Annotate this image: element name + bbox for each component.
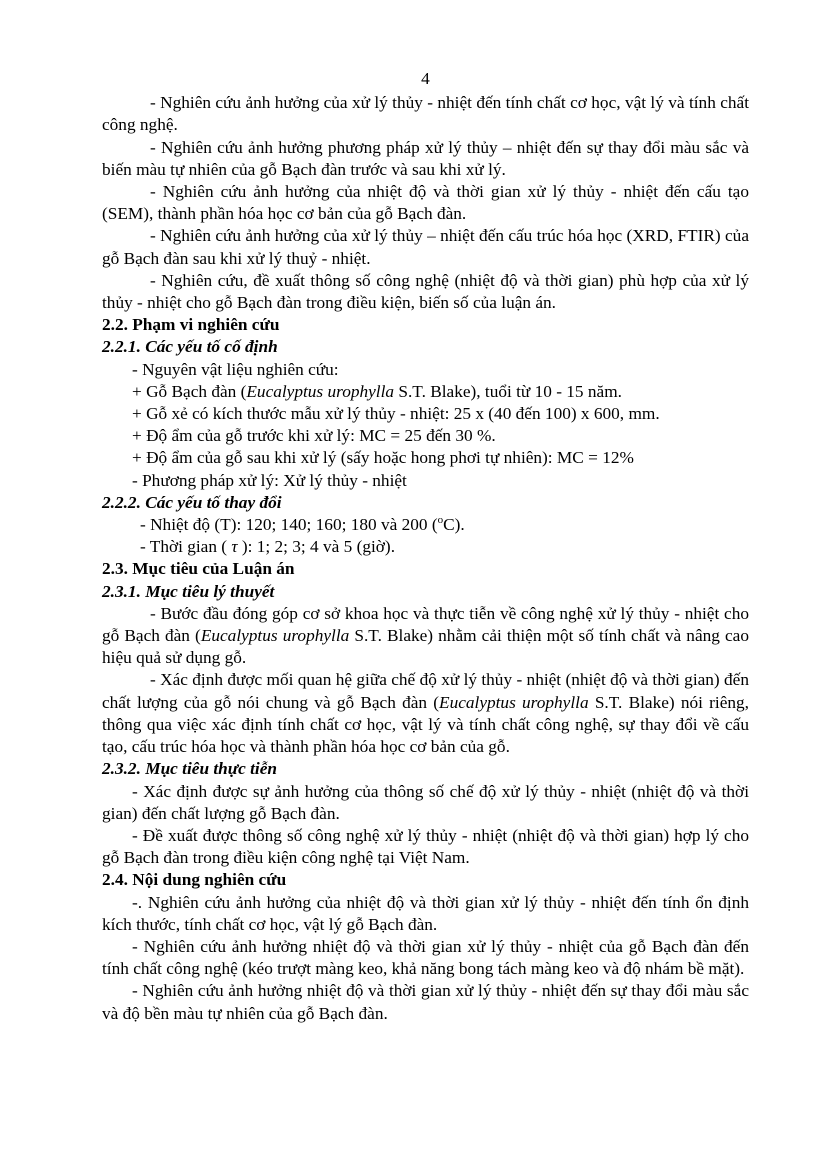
text-run: - Thời gian ( [140, 537, 232, 557]
paragraph [102, 603, 749, 670]
document-page [102, 68, 749, 1025]
text-run: S.T. Blake) nói riêng, thông qua việc xác định tính chất cơ học, vật lý và tính chất công nghệ, sự thay đổi về cấu tạo, cấu trúc hóa học và thành phần hóa học cơ bản của gỗ. [102, 692, 749, 757]
text-run: S.T. Blake) nhằm cải thiện một số tính chất và nâng cao hiệu quả sử dụng gỗ. [102, 626, 749, 668]
paragraph [102, 137, 749, 181]
paragraph [102, 936, 749, 980]
text-run: - Nghiên cứu ảnh hưởng phương pháp xử lý thủy – nhiệt đến sự thay đổi màu sắc và biến màu tự nhiên của gỗ Bạch đàn trước và sau khi xử lý. [102, 137, 749, 179]
text-run: + Gỗ Bạch đàn ( [132, 381, 247, 401]
subsection-heading [102, 758, 749, 780]
paragraph [102, 514, 749, 536]
paragraph [102, 270, 749, 314]
text-run: 2.3.2. Mục tiêu thực tiễn [102, 759, 278, 779]
text-run: - Xác định được mối quan hệ giữa chế độ xử lý thủy - nhiệt (nhiệt độ và thời gian) đến chất lượng của gỗ nói chung và gỗ Bạch đàn ( [102, 670, 749, 712]
text-run: 2.2.1. Các yếu tố cố định [102, 337, 278, 357]
subsection-heading [102, 581, 749, 603]
paragraph [102, 470, 749, 492]
text-run: - Nghiên cứu, đề xuất thông số công nghệ (nhiệt độ và thời gian) phù hợp của xử lý thủy - nhiệt cho gỗ Bạch đàn trong điều kiện, biến số của luận án. [102, 270, 749, 313]
text-run: + Độ ẩm của gỗ trước khi xử lý: MC = 25 đến 30 %. [132, 426, 496, 446]
page-number: 4 [421, 69, 430, 88]
paragraph [102, 403, 749, 425]
section-heading [102, 558, 749, 580]
section-heading [102, 869, 749, 891]
text-run: + Độ ẩm của gỗ sau khi xử lý (sấy hoặc hong phơi tự nhiên): MC = 12% [132, 448, 634, 468]
text-run: 2.3.1. Mục tiêu lý thuyết [102, 581, 275, 601]
text-run: ): 1; 2; 3; 4 và 5 (giờ). [237, 537, 396, 557]
paragraph [102, 181, 749, 225]
text-run: - Nghiên cứu ảnh hưởng của nhiệt độ và thời gian xử lý thủy - nhiệt đến cấu tạo (SEM), thành phần hóa học cơ bản của gỗ Bạch đàn. [102, 182, 749, 224]
text-run: S.T. Blake), tuổi từ 10 - 15 năm. [394, 381, 622, 401]
paragraph [102, 92, 749, 136]
text-run: - Bước đầu đóng góp cơ sở khoa học và thực tiễn về công nghệ xử lý thủy - nhiệt cho gỗ Bạch đàn ( [102, 603, 749, 646]
text-run: + Gỗ xẻ có kích thước mẫu xử lý thủy - nhiệt: 25 x (40 đến 100) x 600, mm. [132, 404, 660, 424]
paragraph [102, 359, 749, 381]
superscript: o [437, 514, 444, 527]
text-run: 2.2.2. Các yếu tố thay đổi [102, 492, 282, 512]
document-body [102, 92, 749, 1025]
paragraph [102, 980, 749, 1024]
subsection-heading [102, 336, 749, 358]
text-run: - Đề xuất được thông số công nghệ xử lý thủy - nhiệt (nhiệt độ và thời gian) hợp lý cho gỗ Bạch đàn trong điều kiện công nghệ tại Việt Nam. [102, 825, 749, 868]
italic-term: Eucalyptus urophylla [246, 381, 395, 401]
text-run: - Nghiên cứu ảnh hưởng nhiệt độ và thời gian xử lý thủy - nhiệt của gỗ Bạch đàn đến tính chất công nghệ (kéo trượt màng keo, khả năng bong tách màng keo và độ nhám bề mặt). [102, 936, 749, 979]
italic-term: Eucalyptus urophylla [439, 692, 589, 712]
text-run: - Nghiên cứu ảnh hưởng nhiệt độ và thời gian xử lý thủy - nhiệt đến sự thay đổi màu sắc và độ bền màu tự nhiên của gỗ Bạch đàn. [102, 981, 749, 1023]
paragraph [102, 447, 749, 469]
paragraph [102, 781, 749, 825]
text-run: 2.2. Phạm vi nghiên cứu [102, 315, 280, 335]
text-run: - Xác định được sự ảnh hưởng của thông số chế độ xử lý thủy - nhiệt (nhiệt độ và thời gian) đến chất lượng gỗ Bạch đàn. [102, 781, 749, 823]
section-heading [102, 314, 749, 336]
text-run: - Nghiên cứu ảnh hưởng của xử lý thủy - nhiệt đến tính chất cơ học, vật lý và tính chất công nghệ. [102, 93, 749, 135]
italic-term: τ [231, 537, 238, 557]
paragraph [102, 825, 749, 869]
text-run: - Nguyên vật liệu nghiên cứu: [132, 359, 339, 379]
text-run: 2.4. Nội dung nghiên cứu [102, 870, 287, 890]
paragraph [102, 669, 749, 758]
text-run: - Nghiên cứu ảnh hưởng của xử lý thủy – nhiệt đến cấu trúc hóa học (XRD, FTIR) của gỗ Bạch đàn sau khi xử lý thuỷ - nhiệt. [102, 226, 749, 268]
text-run: 2.3. Mục tiêu của Luận án [102, 559, 295, 579]
text-run: C). [443, 515, 465, 535]
subsection-heading [102, 492, 749, 514]
paragraph [102, 536, 749, 558]
paragraph [102, 225, 749, 269]
paragraph [102, 425, 749, 447]
paragraph [102, 892, 749, 936]
text-run: - Nhiệt độ (T): 120; 140; 160; 180 và 200 ( [140, 515, 438, 535]
text-run: -. Nghiên cứu ảnh hưởng của nhiệt độ và thời gian xử lý thủy - nhiệt đến tính ổn định kích thước, tính chất cơ học, vật lý gỗ Bạch đàn. [102, 892, 749, 934]
italic-term: Eucalyptus urophylla [200, 626, 350, 646]
paragraph [102, 381, 749, 403]
text-run: - Phương pháp xử lý: Xử lý thủy - nhiệt [132, 470, 407, 490]
